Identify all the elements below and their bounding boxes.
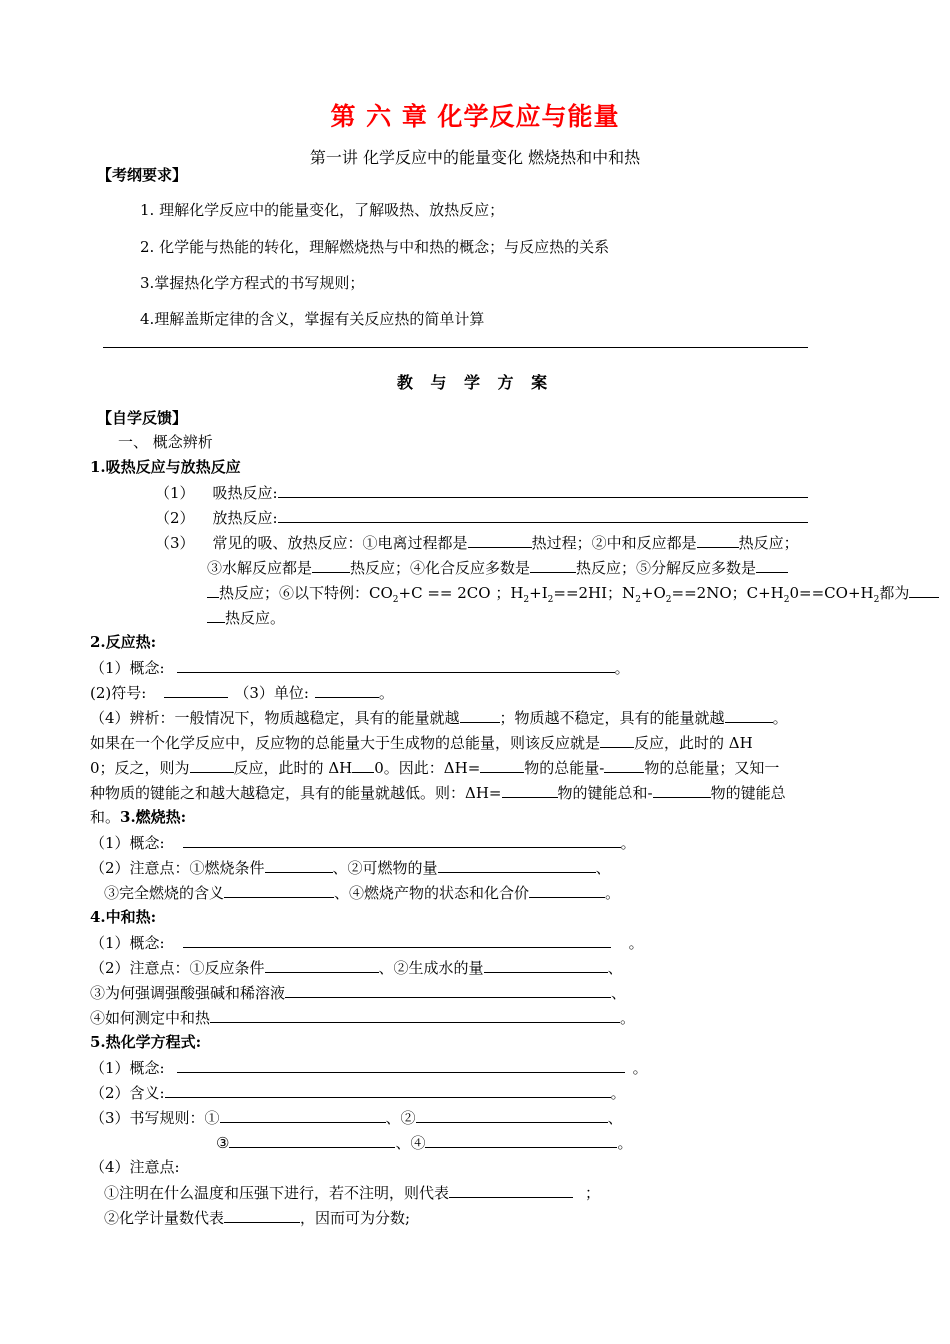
blank <box>278 507 808 523</box>
text: 物的键能总和- <box>557 784 653 802</box>
blank <box>165 1082 611 1098</box>
text: 热过程；②中和反应都是 <box>531 534 697 552</box>
text: 0==CO+H <box>789 584 874 602</box>
subscript: 2 <box>783 595 790 605</box>
text: 。 <box>378 684 394 702</box>
text-line <box>90 1057 648 1078</box>
text-line <box>104 1182 600 1203</box>
blank <box>530 557 576 573</box>
text-line <box>104 1207 410 1228</box>
blank <box>207 607 225 623</box>
text: 。 <box>772 709 788 727</box>
blank <box>468 532 532 548</box>
text-line <box>216 1132 632 1153</box>
text-line <box>90 1107 623 1128</box>
text: ③完全燃烧的含义 <box>104 884 225 902</box>
text: （2）注意点：①燃烧条件 <box>90 859 265 877</box>
blank <box>312 557 350 573</box>
text: （3）单位: <box>234 684 309 702</box>
text: ；物质越不稳定，具有的能量就越 <box>499 709 725 727</box>
text: 物的总能量；又知一 <box>644 759 780 777</box>
blank <box>352 757 374 773</box>
text-line <box>90 1082 626 1103</box>
text: +I <box>529 584 548 602</box>
text: ③水解反应都是 <box>207 559 313 577</box>
subscript: 2 <box>547 595 554 605</box>
text: 、②生成水的量 <box>378 959 484 977</box>
text: 、 <box>607 1109 623 1127</box>
text: 热反应。 <box>225 609 286 627</box>
feedback-heading: 【自学反馈】 <box>97 409 188 427</box>
text: 种物质的键能之和越大越稳定，具有的能量就越低。则：ΔH= <box>90 784 502 802</box>
section-heading: 一、 概念辨析 <box>118 433 213 451</box>
text: 。 <box>614 659 630 677</box>
blank <box>484 957 608 973</box>
text: 。 <box>610 1084 626 1102</box>
subscript: 2 <box>665 595 672 605</box>
text: ； <box>585 1184 601 1202</box>
text: 、②可燃物的量 <box>332 859 438 877</box>
blank <box>177 657 615 673</box>
subscript: 2 <box>635 595 641 605</box>
item-label: 吸热反应: <box>212 484 278 502</box>
text: 0；反之，则为 <box>90 759 190 777</box>
text-line <box>90 1007 635 1028</box>
blank <box>449 1182 573 1198</box>
blank <box>177 1057 625 1073</box>
blank <box>600 732 634 748</box>
blank <box>425 1132 617 1148</box>
item-number: （1） <box>155 484 195 502</box>
syllabus-item: 1. 理解化学反应中的能量变化，了解吸热、放热反应； <box>140 201 505 219</box>
blank <box>909 582 939 598</box>
plan-title: 教 与 学 方 案 <box>396 373 554 392</box>
blank <box>164 682 228 698</box>
text: 0。因此：ΔH= <box>374 759 481 777</box>
text: ，因而可为分数; <box>300 1209 411 1227</box>
blank <box>265 857 333 873</box>
divider-line <box>103 347 808 348</box>
subscript: 2 <box>523 595 530 605</box>
text: （1）概念: <box>90 1059 165 1077</box>
text: 热反应；⑤分解反应多数是 <box>576 559 757 577</box>
blank <box>278 482 808 498</box>
text-line <box>90 657 630 678</box>
text-line <box>90 982 626 1003</box>
text: （1）概念: <box>90 659 165 677</box>
definition-line <box>155 507 808 528</box>
text-line <box>90 957 623 978</box>
blank <box>190 757 234 773</box>
text: 热反应；④化合反应多数是 <box>350 559 531 577</box>
text: （2）含义: <box>90 1084 165 1102</box>
blank <box>502 782 558 798</box>
blank <box>529 882 605 898</box>
blank <box>604 757 644 773</box>
section-title: 5.热化学方程式: <box>90 1033 202 1051</box>
text: （1）概念: <box>90 834 165 852</box>
text: ①注明在什么温度和压强下进行，若不注明，则代表 <box>104 1184 450 1202</box>
text: ③ <box>216 1134 230 1152</box>
text-line <box>90 782 786 803</box>
section-title: 3.燃烧热: <box>120 808 187 826</box>
text: （2）注意点：①反应条件 <box>90 959 265 977</box>
chapter-title: 第 六 章 化学反应与能量 <box>330 102 620 131</box>
blank <box>653 782 711 798</box>
definition-line <box>155 482 808 503</box>
item-number: （2） <box>155 509 195 527</box>
text: ④如何测定中和热 <box>90 1009 211 1027</box>
text: ==2HI；N <box>553 584 636 602</box>
text-line <box>90 732 753 753</box>
text-line <box>90 932 644 953</box>
text-line <box>90 857 611 878</box>
blank <box>265 957 379 973</box>
text-line <box>155 532 799 553</box>
text: +O <box>640 584 666 602</box>
blank <box>438 857 596 873</box>
text-line <box>90 757 779 778</box>
blank <box>220 1107 386 1123</box>
syllabus-item: 3.掌握热化学方程式的书写规则； <box>140 274 365 292</box>
text: 热反应； <box>738 534 799 552</box>
text: 、 <box>607 959 623 977</box>
text: 都为 <box>879 584 910 602</box>
text: 、② <box>385 1109 416 1127</box>
blank <box>315 682 379 698</box>
blank <box>224 1207 300 1223</box>
section-title: 4.中和热: <box>90 908 157 926</box>
text: 。 <box>620 1009 636 1027</box>
blank <box>207 582 219 598</box>
text: 。 <box>605 884 621 902</box>
text: 、 <box>595 859 611 877</box>
text: 物的键能总 <box>710 784 786 802</box>
section-title: 2.反应热: <box>90 633 157 651</box>
section-title: 1.吸热反应与放热反应 <box>90 458 241 476</box>
blank <box>460 707 500 723</box>
text-line <box>207 607 285 628</box>
text: 如果在一个化学反应中，反应物的总能量大于生成物的总能量，则该反应就是 <box>90 734 601 752</box>
subscript: 2 <box>873 595 880 605</box>
text: +C == 2CO ；H <box>398 584 524 602</box>
blank <box>183 832 621 848</box>
blank <box>480 757 524 773</box>
syllabus-heading: 【考纲要求】 <box>97 166 188 184</box>
text: 热反应；⑥以下特例：CO <box>219 584 393 602</box>
blank <box>183 932 611 948</box>
item-label: 放热反应: <box>212 509 278 527</box>
text: ②化学计量数代表 <box>104 1209 225 1227</box>
blank <box>416 1107 608 1123</box>
blank <box>756 557 788 573</box>
text: 反应，此时的 ΔH <box>233 759 353 777</box>
item-number: （3） <box>155 534 195 552</box>
text-line <box>207 557 788 578</box>
text-line <box>90 832 636 853</box>
blank <box>697 532 739 548</box>
text: ==2NO；C+H <box>671 584 784 602</box>
blank <box>725 707 773 723</box>
text: (2)符号: <box>90 684 147 702</box>
text-line <box>90 682 394 703</box>
syllabus-item: 4.理解盖斯定律的含义，掌握有关反应热的简单计算 <box>140 310 485 328</box>
text: 。 <box>628 934 644 952</box>
blank <box>224 882 334 898</box>
text: 、④燃烧产物的状态和化合价 <box>334 884 530 902</box>
text: （4）辨析：一般情况下，物质越稳定，具有的能量就越 <box>90 709 460 727</box>
text: （3）书写规则：① <box>90 1109 220 1127</box>
text-line <box>207 582 939 610</box>
text: （1）概念: <box>90 934 165 952</box>
syllabus-item: 2. 化学能与热能的转化，理解燃烧热与中和热的概念；与反应热的关系 <box>140 238 610 256</box>
subscript: 2 <box>392 595 399 605</box>
text-line: （4）注意点: <box>90 1158 180 1176</box>
text: 、 <box>611 984 627 1002</box>
text: 物的总能量- <box>524 759 605 777</box>
blank <box>229 1132 395 1148</box>
text-line <box>90 807 186 827</box>
lesson-subtitle: 第一讲 化学反应中的能量变化 燃烧热和中和热 <box>309 148 641 167</box>
text: ③为何强调强酸强碱和稀溶液 <box>90 984 286 1002</box>
blank <box>210 1007 620 1023</box>
blank <box>285 982 611 998</box>
text: 、④ <box>395 1134 426 1152</box>
text: 。 <box>632 1059 648 1077</box>
text-line <box>90 707 788 728</box>
text: 和。 <box>90 808 121 826</box>
text: 反应，此时的 ΔH <box>634 734 753 752</box>
text: 常见的吸、放热反应：①电离过程都是 <box>212 534 468 552</box>
text: 。 <box>620 834 636 852</box>
text: 。 <box>617 1134 633 1152</box>
text-line <box>104 882 620 903</box>
